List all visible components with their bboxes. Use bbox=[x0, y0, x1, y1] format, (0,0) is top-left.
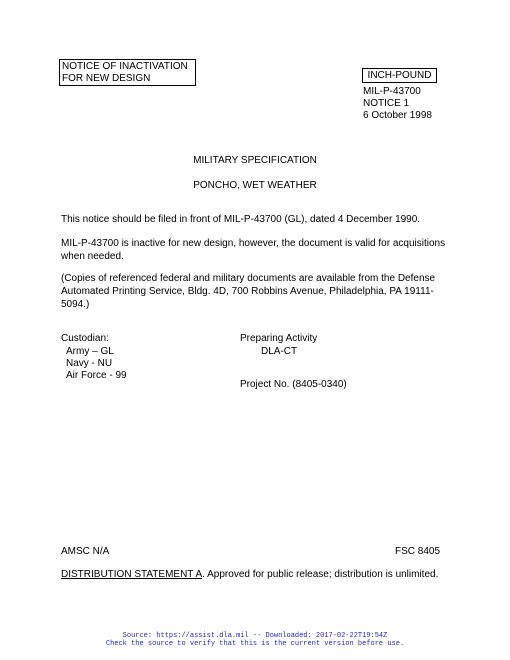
preparing-activity-code: DLA-CT bbox=[261, 346, 298, 357]
notice-box-line2: FOR NEW DESIGN bbox=[62, 73, 151, 84]
preparing-activity-label: Preparing Activity bbox=[240, 333, 318, 344]
footer-source: Source: https://assist.dla.mil -- Downloaded: 2017-02-22T19:54Z bbox=[122, 632, 388, 640]
spec-subject: PONCHO, WET WEATHER bbox=[193, 180, 317, 191]
distribution-statement-text: . Approved for public release; distribution is unlimited. bbox=[202, 569, 439, 580]
paragraph-inactive-status: MIL-P-43700 is inactive for new design, however, the document is valid for acquisitions when needed. bbox=[61, 238, 446, 262]
distribution-statement bbox=[61, 568, 438, 581]
distribution-statement-label: DISTRIBUTION STATEMENT A bbox=[61, 569, 203, 580]
custodian-airforce: Air Force - 99 bbox=[66, 370, 127, 381]
custodian-label: Custodian: bbox=[61, 333, 109, 344]
spec-title: MILITARY SPECIFICATION bbox=[193, 155, 317, 166]
paragraph-file-notice: This notice should be filed in front of MIL-P-43700 (GL), dated 4 December 1990. bbox=[61, 214, 421, 225]
footer-verify: Check the source to verify that this is the current version before use. bbox=[105, 640, 405, 648]
document-number: MIL-P-43700 bbox=[363, 86, 421, 97]
fsc-code: FSC 8405 bbox=[395, 546, 441, 557]
inactivation-notice-box bbox=[59, 59, 196, 86]
custodian-navy: Navy - NU bbox=[66, 358, 113, 369]
inch-pound-box: INCH-POUND bbox=[362, 68, 437, 83]
notice-date: 6 October 1998 bbox=[363, 110, 432, 121]
amsc-code: AMSC N/A bbox=[61, 546, 110, 557]
custodian-army: Army – GL bbox=[66, 346, 114, 357]
notice-number: NOTICE 1 bbox=[363, 98, 410, 109]
paragraph-copies-info: (Copies of referenced federal and military documents are available from the Defense Automated Printing Service, Bldg. 4D, 700 Robbins Avenue, Philadelphia, PA 19111-5094.) bbox=[61, 273, 436, 310]
notice-box-line1: NOTICE OF INACTIVATION bbox=[62, 61, 188, 72]
project-number: Project No. (8405-0340) bbox=[240, 379, 347, 390]
